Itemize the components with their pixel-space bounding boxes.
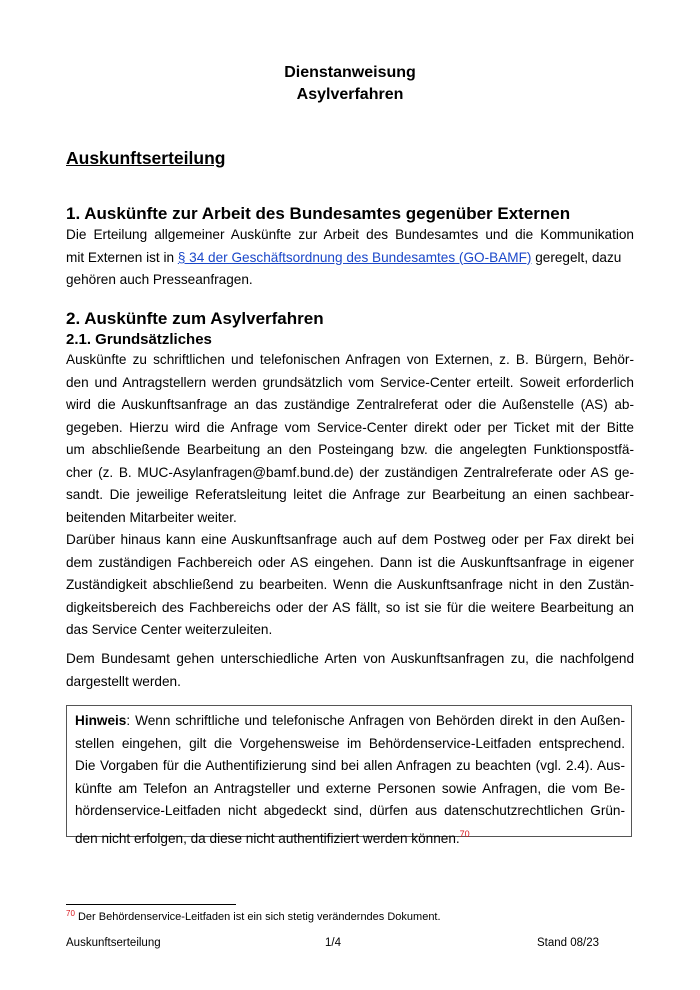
para2-line: dem zuständigen Fachbereich oder AS eingehen. Dann ist die Auskunftsanfrage in eigener bbox=[66, 554, 634, 570]
para1-line: wird die Auskunftsanfrage an das zuständige Zentralreferat oder die Außenstelle (AS) ab- bbox=[66, 397, 634, 412]
footnote-number: 70 bbox=[66, 909, 75, 918]
para2-line: Zuständigkeit abschließend zu bearbeiten. Wenn die Auskunftsanfrage nicht in den Zustän- bbox=[66, 577, 634, 592]
para3-line: Dem Bundesamt gehen unterschiedliche Arten von Auskunftsanfragen zu, die nachfolgend bbox=[66, 651, 634, 666]
section-1-paragraph bbox=[66, 224, 634, 292]
go-bamf-link[interactable]: § 34 der Geschäftsordnung des Bundesamtes (GO-BAMF) bbox=[177, 249, 532, 265]
footer-page-number: 1/4 bbox=[325, 937, 341, 949]
footnote bbox=[66, 909, 441, 923]
heading-section-1: 1. Auskünfte zur Arbeit des Bundesamtes gegenüber Externen bbox=[66, 204, 571, 223]
note-text bbox=[75, 710, 625, 850]
footnote-reference[interactable]: 70 bbox=[459, 828, 470, 839]
footer-left: Auskunftserteilung bbox=[66, 937, 161, 949]
para2-line: das Service Center weiterzuleiten. bbox=[66, 622, 273, 637]
para1-line: beitenden Mitarbeiter weiter. bbox=[66, 509, 237, 525]
note-line: Die Vorgaben für die Authentifizierung sind bei allen Anfragen zu beachten (vgl. 2.4). Aus- bbox=[75, 758, 625, 773]
para1-line: gegeben. Hierzu wird die Anfrage vom Service-Center direkt oder per Ticket mit der Bitte bbox=[66, 419, 634, 435]
section-2-1-paragraph-3 bbox=[66, 648, 634, 693]
note-last-line-text: den nicht erfolgen, da diese nicht authentifiziert werden können. bbox=[75, 830, 460, 846]
section-1-line-1: Die Erteilung allgemeiner Auskünfte zur Arbeit des Bundesamtes und die Kommunikation bbox=[66, 227, 634, 242]
note-box bbox=[66, 705, 632, 846]
para1-line: sandt. Die jeweilige Referatsleitung leitet die Anfrage zur Bearbeitung an einen sachbear- bbox=[66, 487, 634, 502]
title-line-2: Asylverfahren bbox=[296, 86, 404, 103]
section-1-line-2 bbox=[66, 247, 634, 270]
section-1-line-2-pre: mit Externen ist in bbox=[66, 249, 178, 265]
note-last-line bbox=[75, 823, 625, 851]
heading-section-2: 2. Auskünfte zum Asylverfahren bbox=[66, 309, 324, 328]
note-line-1 bbox=[75, 710, 625, 733]
para1-line: den und Antragstellern werden grundsätzlich vom Service-Center erteilt. Soweit erforderlich bbox=[66, 374, 634, 390]
note-label: Hinweis bbox=[75, 713, 127, 728]
note-line: stellen eingehen, gilt die Vorgehensweise im Behördenservice-Leitfaden entsprechend. bbox=[75, 735, 625, 751]
footnote-text: Der Behördenservice-Leitfaden ist ein sich stetig veränderndes Dokument. bbox=[74, 911, 441, 923]
footer-right: Stand 08/23 bbox=[537, 937, 600, 949]
note-line-1-rest: : Wenn schriftliche und telefonische Anfragen von Behörden direkt in den Außen- bbox=[126, 713, 625, 728]
para1-line: Auskünfte zu schriftlichen und telefonischen Anfragen von Externen, z. B. Bürgern, Behör- bbox=[66, 352, 634, 367]
para1-line: um abschließende Bearbeitung an den Posteingang bzw. die angelegten Funktionspostfä- bbox=[66, 442, 634, 457]
title-line-1: Dienstanweisung bbox=[284, 64, 416, 81]
note-line: künfte am Telefon an Antragsteller und externe Personen sowie Anfragen, die vom Be- bbox=[75, 780, 625, 796]
para1-line: cher (z. B. MUC-Asylanfragen@bamf.bund.de) der zuständigen Zentralreferate oder AS ge- bbox=[66, 464, 634, 480]
section-title: Auskunftserteilung bbox=[66, 148, 226, 168]
document-title bbox=[0, 62, 700, 106]
para3-line: dargestellt werden. bbox=[66, 673, 181, 689]
section-2-1-paragraph-1 bbox=[66, 349, 634, 642]
note-line: hördenservice-Leitfaden nicht abgedeckt sind, dürfen aus datenschutzrechtlichen Grün- bbox=[75, 803, 625, 818]
para2-line: Darüber hinaus kann eine Auskunftsanfrage auch auf dem Postweg oder per Fax direkt bei bbox=[66, 532, 634, 547]
section-1-line-2-post: geregelt, dazu bbox=[531, 249, 622, 265]
para2-line: digkeitsbereich des Fachbereichs oder der AS fällt, so ist sie für die weitere Bearbeitung an bbox=[66, 599, 634, 615]
section-1-line-3: gehören auch Presseanfragen. bbox=[66, 272, 253, 287]
footnote-divider bbox=[66, 904, 236, 905]
heading-section-2-1: 2.1. Grundsätzliches bbox=[66, 331, 212, 348]
